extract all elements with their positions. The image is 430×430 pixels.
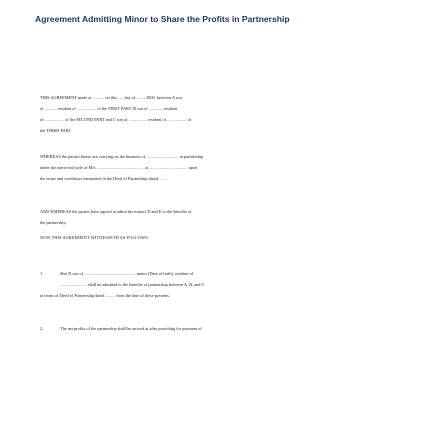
para2-line2: under the name and style of M/s ............................................ at .................................... upon: [40, 165, 198, 170]
para3-line1: AND WHEREAS the parties have agreed to admit the minors D and E to the benefits of: [40, 209, 192, 214]
para1-line2: of ........... resident of .................. of the FIRST PART, B son of ............. resident: [40, 106, 178, 111]
clause-2-line1: [40, 326, 396, 331]
clause-1-number: 1.: [40, 271, 44, 276]
clause-1-line1: [40, 271, 396, 276]
para2-line1: WHEREAS the parties hereto are carrying on the business of .............................. in partnership: [40, 154, 204, 159]
clause-2-text: The net profits of the partnership shall be arrived at after providing for payment of: [60, 326, 202, 331]
para2-line3: the terms and conditions mentioned in the Deed of Partnership dated ........: [40, 176, 168, 181]
para3-line2: the partnership.: [40, 220, 67, 225]
para1-line3: of .................. of the SECOND PART and C son of ................. resident of .................. of: [40, 117, 192, 122]
clause-1-text: Shri D son of ................................................ minor (Date of birth), resident of: [60, 271, 194, 276]
para1-line4: the THIRD PART.: [40, 128, 72, 133]
clause-2-number: 2.: [40, 326, 44, 331]
clause-1-line2: ......................... shall be admitted to the benefits of partnership between A, B, and 0: [60, 282, 204, 287]
witnesseth-heading: NOW THIS AGREEMENT WITNESSETH AS FOLLOWS:: [40, 235, 149, 240]
clause-1-line3: in terms of Deed of Partnership dated ......... from the date of these presents.: [40, 293, 170, 298]
document-title: Agreement Admitting Minor to Share the Profits in Partnership: [35, 14, 290, 24]
para1-line1: THIS AGREEMENT made at ........... on this ..... day of ......., 2000, between A son: [40, 95, 182, 100]
